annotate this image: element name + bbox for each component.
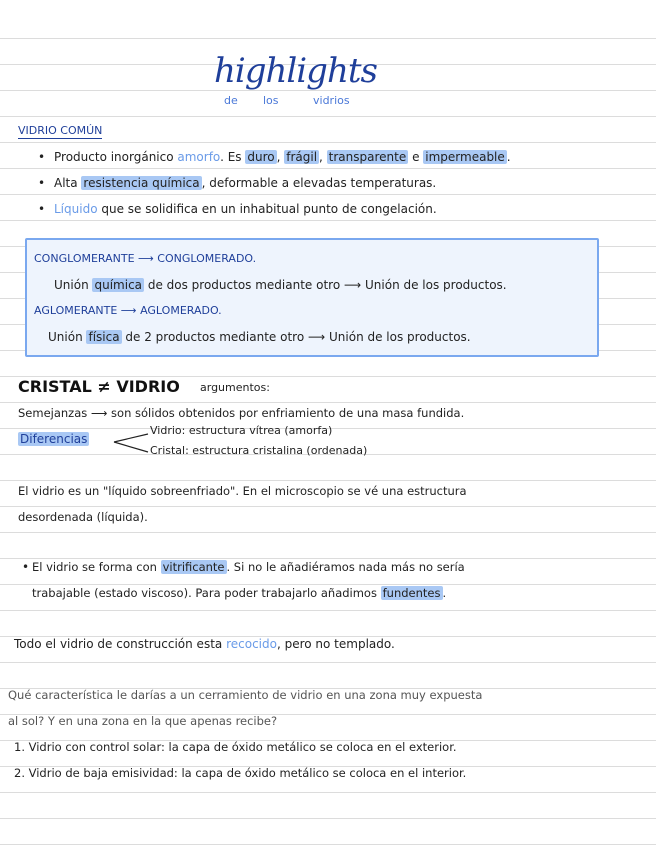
text-fragment: transparente [328,150,407,164]
vitrificante-line2 [32,586,446,600]
text-fragment: de dos productos mediante otro ⟶ Unión de los productos. [144,278,507,292]
bullet-dot: • [38,150,46,164]
bullet-liquido [54,202,437,216]
bullet-resistencia-quimica [54,176,436,190]
subtitle-word-2: los [263,94,279,107]
diferencia-vidrio: Vidrio: estructura vítrea (amorfa) [150,424,333,437]
pregunta-line1: Qué característica le darías a un cerramiento de vidrio en una zona muy expuesta [8,688,483,702]
aglomerante-heading: AGLOMERANTE ⟶ AGLOMERADO. [34,304,222,317]
text-fragment: El vidrio se forma con [32,560,161,574]
section-heading-vidrio-comun: VIDRIO COMÚN [18,124,103,137]
text-fragment: duro [247,150,275,164]
text-fragment: fundentes [382,586,441,600]
vitrificante-line1 [32,560,465,574]
liquido-sobreenfriado-line2: desordenada (líquida). [18,510,148,524]
bullet-producto-inorganico [54,150,511,164]
diferencias-label [18,432,89,446]
text-fragment: , deformable a elevadas temperaturas. [201,176,437,190]
text-fragment: trabajable (estado viscoso). Para poder trabajarlo añadimos [32,586,381,600]
text-fragment: e [408,150,424,164]
text-fragment: Unión [48,330,87,344]
bullet-dot: • [38,202,46,216]
text-fragment: química [94,278,143,292]
text-fragment: Alta [54,176,82,190]
text-fragment: , pero no templado. [276,637,395,651]
text-fragment: de 2 productos mediante otro ⟶ Unión de los productos. [121,330,471,344]
diferencia-cristal: Cristal: estructura cristalina (ordenada) [150,444,368,457]
diferencias-branch-arrows [112,428,152,458]
conglomerante-heading: CONGLOMERANTE ⟶ CONGLOMERADO. [34,252,257,265]
cristal-vidrio-heading: CRISTAL ≠ VIDRIO [18,377,180,396]
subtitle-word-1: de [224,94,238,107]
text-fragment: que se solidifica en un inhabitual punto de congelación. [97,202,437,216]
text-fragment: Todo el vidrio de construcción esta [14,637,227,651]
subtitle-word-3: vidrios [313,94,350,107]
text-fragment: . Es [220,150,246,164]
text-fragment: . [506,150,511,164]
text-fragment: frágil [286,150,318,164]
text-fragment: amorfo [177,150,221,164]
text-fragment: Líquido [54,202,98,216]
bullet-dot: • [22,560,30,574]
pregunta-line2: al sol? Y en una zona en la que apenas recibe? [8,714,278,728]
answer-1: 1. Vidrio con control solar: la capa de óxido metálico se coloca en el exterior. [14,740,457,754]
text-fragment: . [442,586,447,600]
argumentos-label: argumentos: [200,381,270,394]
page-title: highlights [214,51,377,91]
text-fragment: , [276,150,285,164]
recocido-line [14,637,395,651]
text-fragment: física [88,330,120,344]
text-fragment: impermeable [425,150,505,164]
text-fragment: vitrificante [162,560,225,574]
liquido-sobreenfriado-line1: El vidrio es un "líquido sobreenfriado". En el microscopio se vé una estructura [18,484,467,498]
text-fragment: Producto inorgánico [54,150,178,164]
text-fragment: . Si no le añadiéramos nada más no sería [226,560,465,574]
conglomerante-description [54,278,507,292]
diferencias-highlight: Diferencias [20,432,88,446]
text-fragment: recocido [226,637,277,651]
text-fragment: resistencia química [83,176,200,190]
text-fragment: , [319,150,327,164]
aglomerante-description [48,330,471,344]
text-fragment: Unión [54,278,93,292]
answer-2: 2. Vidrio de baja emisividad: la capa de óxido metálico se coloca en el interior. [14,766,467,780]
semejanzas-line: Semejanzas ⟶ son sólidos obtenidos por enfriamiento de una masa fundida. [18,406,465,420]
bullet-dot: • [38,176,46,190]
